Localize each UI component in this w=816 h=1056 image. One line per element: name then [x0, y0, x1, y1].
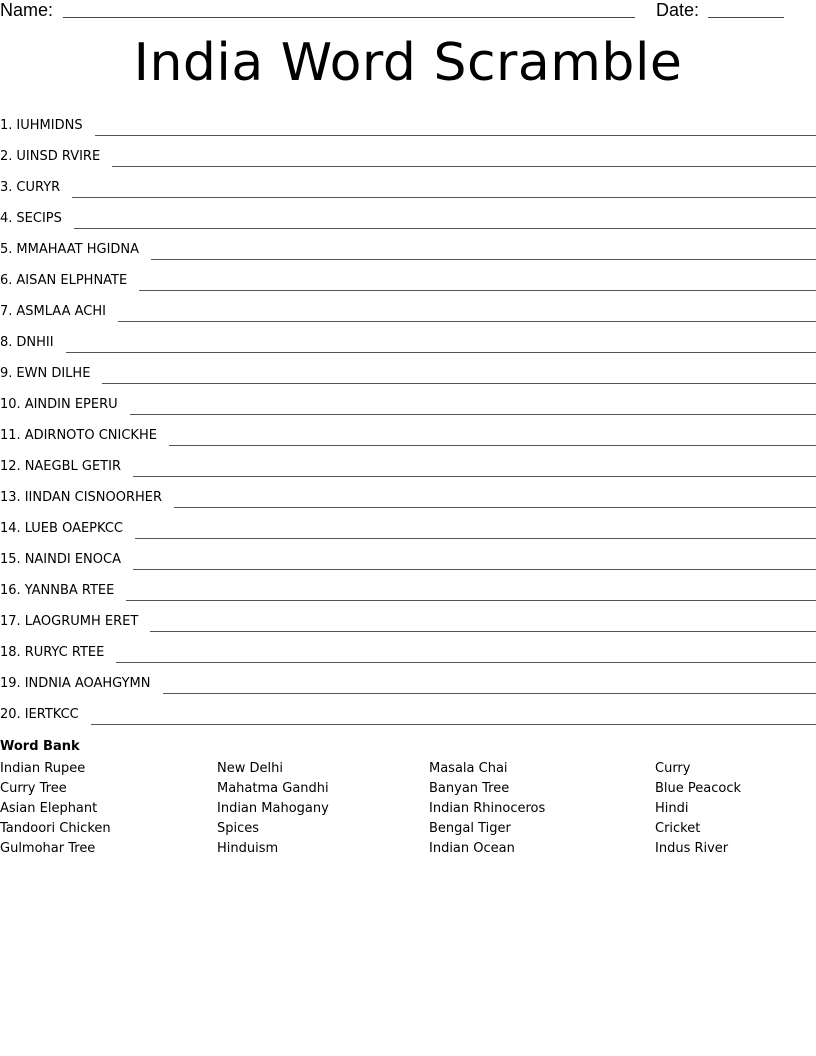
scramble-number: 3. — [0, 180, 13, 195]
word-bank-column — [217, 759, 329, 859]
scramble-number: 9. — [0, 366, 13, 381]
word-bank-item: Mahatma Gandhi — [217, 781, 329, 796]
word-bank-column — [429, 759, 545, 859]
scramble-row — [0, 359, 816, 390]
scramble-row — [0, 297, 816, 328]
answer-line[interactable] — [133, 568, 816, 570]
scramble-number: 5. — [0, 242, 13, 257]
answer-line[interactable] — [130, 413, 816, 415]
scramble-row — [0, 266, 816, 297]
scramble-row — [0, 111, 816, 142]
scramble-row — [0, 607, 816, 638]
scramble-number: 17. — [0, 614, 21, 629]
date-field[interactable] — [708, 17, 784, 18]
answer-line[interactable] — [133, 475, 816, 477]
word-bank-item: Indian Mahogany — [217, 801, 329, 816]
answer-line[interactable] — [116, 661, 816, 663]
answer-line[interactable] — [139, 289, 816, 291]
scrambled-word: EWN DILHE — [16, 366, 91, 381]
word-bank-item: Curry Tree — [0, 781, 67, 796]
word-bank-item: Hinduism — [217, 841, 279, 856]
scrambled-word: LUEB OAEPKCC — [24, 521, 123, 536]
word-bank-title: Word Bank — [0, 739, 80, 754]
scramble-row — [0, 204, 816, 235]
scramble-number: 20. — [0, 707, 21, 722]
scrambled-word: NAEGBL GETIR — [24, 459, 121, 474]
answer-line[interactable] — [112, 165, 816, 167]
name-field[interactable] — [63, 17, 635, 18]
scrambled-word: INDNIA AOAHGYMN — [24, 676, 151, 691]
scrambled-word: YANNBA RTEE — [24, 583, 115, 598]
answer-line[interactable] — [74, 227, 816, 229]
word-bank-item: Indian Rupee — [0, 761, 86, 776]
word-bank-item: Indian Ocean — [429, 841, 515, 856]
scrambled-word: NAINDI ENOCA — [24, 552, 121, 567]
scramble-row — [0, 173, 816, 204]
scramble-number: 10. — [0, 397, 21, 412]
scramble-row — [0, 452, 816, 483]
answer-line[interactable] — [91, 723, 816, 725]
scramble-row — [0, 700, 816, 731]
scrambled-word: IUHMIDNS — [16, 118, 83, 133]
scramble-row — [0, 576, 816, 607]
scramble-number: 7. — [0, 304, 13, 319]
scramble-row — [0, 483, 816, 514]
scramble-number: 15. — [0, 552, 21, 567]
word-bank-item: Tandoori Chicken — [0, 821, 111, 836]
scrambled-word: DNHII — [16, 335, 54, 350]
scramble-number: 19. — [0, 676, 21, 691]
scramble-row — [0, 669, 816, 700]
scrambled-word: RURYC RTEE — [24, 645, 105, 660]
word-bank-item: Indian Rhinoceros — [429, 801, 546, 816]
scramble-number: 4. — [0, 211, 13, 226]
scrambled-word: AISAN ELPHNATE — [16, 273, 128, 288]
word-bank-column — [0, 759, 111, 859]
scramble-row — [0, 328, 816, 359]
answer-line[interactable] — [118, 320, 816, 322]
date-label: Date: — [656, 0, 700, 20]
scrambled-word: CURYR — [16, 180, 61, 195]
scramble-row — [0, 142, 816, 173]
scrambled-word: SECIPS — [16, 211, 62, 226]
scramble-number: 11. — [0, 428, 21, 443]
scramble-number: 12. — [0, 459, 21, 474]
word-bank-item: Blue Peacock — [655, 781, 742, 796]
answer-line[interactable] — [126, 599, 816, 601]
scramble-number: 6. — [0, 273, 13, 288]
answer-line[interactable] — [66, 351, 816, 353]
word-bank-item: Masala Chai — [429, 761, 508, 776]
word-bank-item: Cricket — [655, 821, 701, 836]
scramble-number: 18. — [0, 645, 21, 660]
scramble-row — [0, 390, 816, 421]
word-bank-item: New Delhi — [217, 761, 283, 776]
word-bank-item: Bengal Tiger — [429, 821, 511, 836]
scrambled-word: AINDIN EPERU — [24, 397, 118, 412]
scramble-row — [0, 638, 816, 669]
answer-line[interactable] — [150, 630, 816, 632]
scrambled-word: IERTKCC — [24, 707, 79, 722]
word-bank-item: Banyan Tree — [429, 781, 510, 796]
scrambled-word: IINDAN CISNOORHER — [24, 490, 163, 505]
answer-line[interactable] — [151, 258, 816, 260]
scrambled-word: UINSD RVIRE — [16, 149, 101, 164]
scramble-list — [0, 111, 816, 731]
scramble-number: 1. — [0, 118, 13, 133]
scramble-row — [0, 421, 816, 452]
scramble-number: 13. — [0, 490, 21, 505]
word-bank-item: Indus River — [655, 841, 729, 856]
answer-line[interactable] — [95, 134, 816, 136]
word-bank-item: Curry — [655, 761, 691, 776]
scramble-number: 14. — [0, 521, 21, 536]
worksheet-header — [0, 0, 816, 26]
scrambled-word: LAOGRUMH ERET — [24, 614, 139, 629]
scramble-number: 8. — [0, 335, 13, 350]
page-title: India Word Scramble — [133, 33, 683, 93]
scramble-number: 16. — [0, 583, 21, 598]
answer-line[interactable] — [72, 196, 816, 198]
answer-line[interactable] — [135, 537, 816, 539]
scrambled-word: ADIRNOTO CNICKHE — [24, 428, 157, 443]
answer-line[interactable] — [169, 444, 816, 446]
name-label: Name: — [0, 0, 54, 20]
answer-line[interactable] — [102, 382, 816, 384]
answer-line[interactable] — [174, 506, 816, 508]
word-bank-item: Spices — [217, 821, 260, 836]
word-bank-item: Hindi — [655, 801, 689, 816]
scrambled-word: ASMLAA ACHI — [16, 304, 106, 319]
scramble-number: 2. — [0, 149, 13, 164]
answer-line[interactable] — [163, 692, 816, 694]
word-bank-item: Gulmohar Tree — [0, 841, 96, 856]
scramble-row — [0, 235, 816, 266]
word-bank-column — [655, 759, 741, 859]
scramble-row — [0, 514, 816, 545]
scramble-row — [0, 545, 816, 576]
word-bank-item: Asian Elephant — [0, 801, 98, 816]
scrambled-word: MMAHAAT HGIDNA — [16, 242, 140, 257]
